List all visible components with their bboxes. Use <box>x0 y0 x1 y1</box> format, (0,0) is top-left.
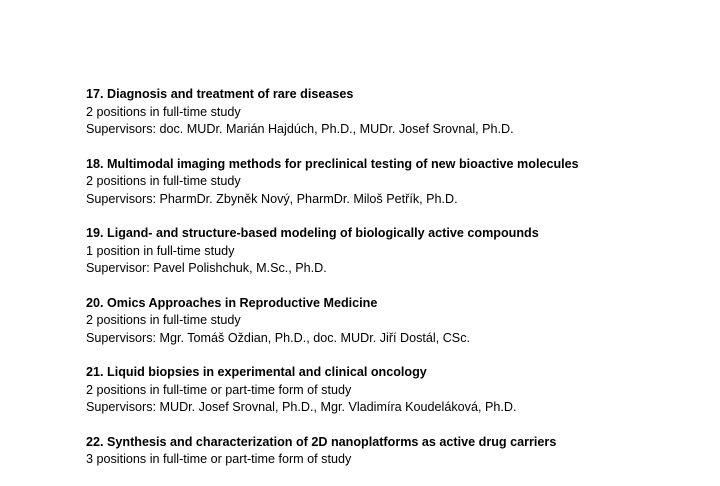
program-positions: 2 positions in full-time study <box>86 174 241 188</box>
program-entry-20 <box>86 295 706 348</box>
program-supervisors: Supervisors: Mgr. Tomáš Oždian, Ph.D., doc. MUDr. Jiří Dostál, CSc. <box>86 330 470 345</box>
program-title: 22. Synthesis and characterization of 2D nanoplatforms as active drug carriers <box>86 434 557 449</box>
program-title: 18. Multimodal imaging methods for preclinical testing of new bioactive molecules <box>86 156 579 171</box>
program-positions: 2 positions in full-time study <box>86 104 241 119</box>
program-positions: 3 positions in full-time or part-time form of study <box>86 452 352 466</box>
program-entry-22 <box>86 434 706 469</box>
program-title: 19. Ligand- and structure-based modeling of biologically active compounds <box>86 226 539 240</box>
program-positions: 1 position in full-time study <box>86 243 235 258</box>
program-supervisors: Supervisors: MUDr. Josef Srovnal, Ph.D., Mgr. Vladimíra Koudeláková, Ph.D. <box>86 400 517 414</box>
program-entry-21 <box>86 364 706 417</box>
program-positions: 2 positions in full-time or part-time form of study <box>86 382 352 397</box>
program-positions: 2 positions in full-time study <box>86 313 241 327</box>
program-entry-17 <box>86 86 706 139</box>
program-entry-19 <box>86 225 706 278</box>
program-title: 20. Omics Approaches in Reproductive Medicine <box>86 295 378 310</box>
program-entry-18 <box>86 156 706 209</box>
program-title: 21. Liquid biopsies in experimental and clinical oncology <box>86 365 427 379</box>
program-supervisors: Supervisors: PharmDr. Zbyněk Nový, PharmDr. Miloš Petřík, Ph.D. <box>86 191 458 206</box>
program-supervisors: Supervisors: doc. MUDr. Marián Hajdúch, Ph.D., MUDr. Josef Srovnal, Ph.D. <box>86 122 514 136</box>
program-title: 17. Diagnosis and treatment of rare diseases <box>86 87 354 101</box>
document-page <box>86 86 706 486</box>
program-supervisors: Supervisor: Pavel Polishchuk, M.Sc., Ph.D. <box>86 261 327 275</box>
